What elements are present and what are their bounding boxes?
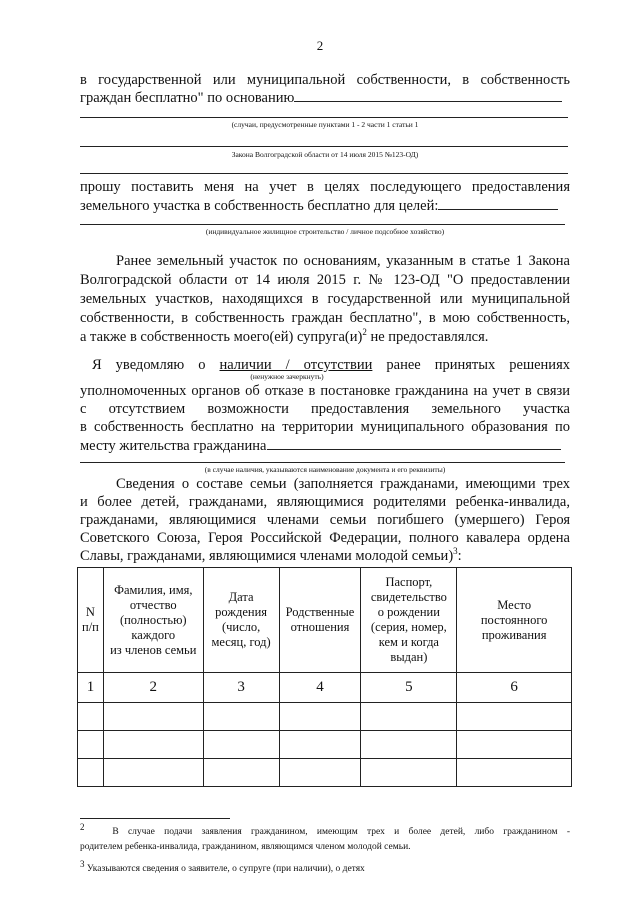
header-text: (число, <box>221 620 261 634</box>
table-cell[interactable] <box>78 759 104 787</box>
para5-line5 <box>80 547 570 565</box>
header-text: отчество <box>129 597 177 612</box>
family-table <box>77 567 572 787</box>
para3-line5 <box>80 328 570 346</box>
header-full-name <box>103 568 203 673</box>
purpose-line-2[interactable] <box>80 224 565 225</box>
para5-line1: Сведения о составе семьи (заполняется гражданами, имеющими трех <box>116 476 570 492</box>
header-text: Место <box>497 597 532 612</box>
table-cell[interactable] <box>361 759 457 787</box>
para3-line2: Волгоградской области от 14 июля 2015 г. № 123-ОД "О предоставлении <box>80 272 570 288</box>
decision-blank[interactable] <box>267 436 561 450</box>
table-cell[interactable] <box>361 731 457 759</box>
para5-line2: и более детей, гражданами, являющимися родителями ребенка-инвалида, <box>80 494 570 510</box>
column-number: 1 <box>78 673 104 703</box>
header-text: рождения <box>215 605 268 619</box>
para4-line1-b: ранее принятых решениях <box>372 357 570 373</box>
column-number: 2 <box>103 673 203 703</box>
header-number <box>78 568 104 673</box>
footnote-2-line2: родителем ребенка-инвалида, гражданином, являющимся членом молодой семьи. <box>80 842 411 852</box>
table-cell[interactable] <box>78 703 104 731</box>
header-text: постоянного <box>480 612 548 627</box>
header-residence <box>457 568 572 673</box>
column-number: 3 <box>203 673 279 703</box>
header-text: проживания <box>481 627 547 642</box>
decision-line-2[interactable] <box>80 462 565 463</box>
para2-line1: прошу поставить меня на учет в целях последующего предоставления <box>80 179 570 195</box>
table-cell[interactable] <box>78 731 104 759</box>
footnote-2-mark: 2 <box>80 821 85 832</box>
page-number: 2 <box>316 38 324 53</box>
footnote-3-text: Указываются сведения о заявителе, о супруге (при наличии), о детях <box>86 864 365 874</box>
table-cell[interactable] <box>203 759 279 787</box>
para3-line5-b: не предоставлялся. <box>366 329 489 345</box>
table-cell[interactable] <box>361 703 457 731</box>
header-text: Паспорт, <box>385 575 433 589</box>
header-text: Дата <box>228 590 254 604</box>
para1-line2-text: граждан бесплатно" по основанию <box>80 90 295 106</box>
header-text: (полностью) <box>119 612 187 627</box>
para2-line2-text: земельного участка в собственность бесплатно для целей: <box>80 198 439 214</box>
header-text: (серия, номер, <box>370 620 447 634</box>
column-number: 6 <box>457 673 572 703</box>
footnote-ref-3: 3 <box>453 546 458 557</box>
basis-line-4[interactable] <box>80 173 568 174</box>
para4-line3: с отсутствием возможности предоставления земельного участка <box>80 401 570 417</box>
para5-line3: гражданами, являющимися членами семьи погибшего (умершего) Героя <box>80 512 570 528</box>
caption-document: (в случае наличия, указываются наименование документа и его реквизиты) <box>204 465 446 474</box>
table-cell[interactable] <box>457 759 572 787</box>
caption-law: Закона Волгоградской области от 14 июля 2015 №123-ОД) <box>231 150 419 159</box>
footnote-3-mark: 3 <box>80 858 85 869</box>
column-number: 4 <box>279 673 361 703</box>
table-cell[interactable] <box>457 703 572 731</box>
header-birth-date <box>203 568 279 673</box>
header-text: отношения <box>290 620 350 634</box>
para4-line2: уполномоченных органов об отказе в постановке гражданина на учет в связи <box>80 383 570 399</box>
footnote-ref-2: 2 <box>362 327 367 338</box>
basis-blank[interactable] <box>294 88 562 102</box>
caption-strike: (ненужное зачеркнуть) <box>250 372 324 381</box>
para4-line5-text: месту жительства гражданина <box>80 438 267 454</box>
table-cell[interactable] <box>203 703 279 731</box>
table-cell[interactable] <box>103 759 203 787</box>
basis-line-2[interactable] <box>80 117 568 118</box>
table-row <box>78 759 572 787</box>
table-row <box>78 731 572 759</box>
table-cell[interactable] <box>279 703 361 731</box>
para3-line5-a: а также в собственность моего(ей) супруга(и) <box>80 329 363 345</box>
header-text: Родственные <box>285 605 355 619</box>
para2-line2 <box>80 196 570 215</box>
para5-line4: Советского Союза, Героя Российской Федерации, полного кавалера ордена <box>80 530 570 546</box>
para1-line2 <box>80 88 570 107</box>
para4-line1-a: Я уведомляю о <box>92 357 220 373</box>
para5-line5-b: : <box>457 548 462 564</box>
header-text: месяц, год) <box>211 635 271 649</box>
table-cell[interactable] <box>279 759 361 787</box>
header-text: выдан) <box>390 650 428 664</box>
para3-line1: Ранее земельный участок по основаниям, указанным в статье 1 Закона <box>116 253 570 269</box>
footnote-3 <box>80 858 570 876</box>
header-text: кем и когда <box>378 635 439 649</box>
header-text: N <box>85 605 95 619</box>
table-cell[interactable] <box>203 731 279 759</box>
presence-absence-choice[interactable]: наличии / отсутствии <box>219 357 373 373</box>
table-number-row <box>78 673 572 703</box>
header-text: свидетельство <box>370 590 447 604</box>
header-text: Фамилия, имя, <box>114 582 193 597</box>
table-cell[interactable] <box>103 703 203 731</box>
para3-line3: земельных участков, находящихся в государственной или муниципальной <box>80 291 570 307</box>
table-header-row <box>78 568 572 673</box>
caption-purpose: (индивидуальное жилищное строительство / личное подсобное хозяйство) <box>205 227 445 236</box>
table-cell[interactable] <box>279 731 361 759</box>
caption-cases: (случаи, предусмотренные пунктами 1 - 2 части 1 статьи 1 <box>231 120 419 129</box>
para5-line5-a: Славы, гражданами, являющимися членами молодой семьи) <box>80 548 454 564</box>
header-text: каждого <box>131 627 176 642</box>
table-row <box>78 703 572 731</box>
table-cell[interactable] <box>103 731 203 759</box>
footnote-2-line1 <box>80 821 570 839</box>
table-cell[interactable] <box>457 731 572 759</box>
basis-line-3[interactable] <box>80 146 568 147</box>
para4-line4: в собственность бесплатно на территории муниципального образования по <box>80 419 570 435</box>
column-number: 5 <box>361 673 457 703</box>
header-text: п/п <box>82 620 99 634</box>
footnote-separator <box>80 818 230 819</box>
header-text: из членов семьи <box>110 642 197 657</box>
purpose-blank[interactable] <box>438 196 558 210</box>
para1-line1: в государственной или муниципальной собственности, в собственность <box>80 72 570 88</box>
header-relation <box>279 568 361 673</box>
header-text: о рождении <box>377 605 440 619</box>
header-passport <box>361 568 457 673</box>
para3-line4: собственности, в собственность граждан бесплатно", в мою собственность, <box>80 310 570 326</box>
para4-line5 <box>80 436 570 455</box>
footnote-2-text: В случае подачи заявления гражданином, имеющим трех и более детей, либо гражданином - <box>112 827 570 837</box>
